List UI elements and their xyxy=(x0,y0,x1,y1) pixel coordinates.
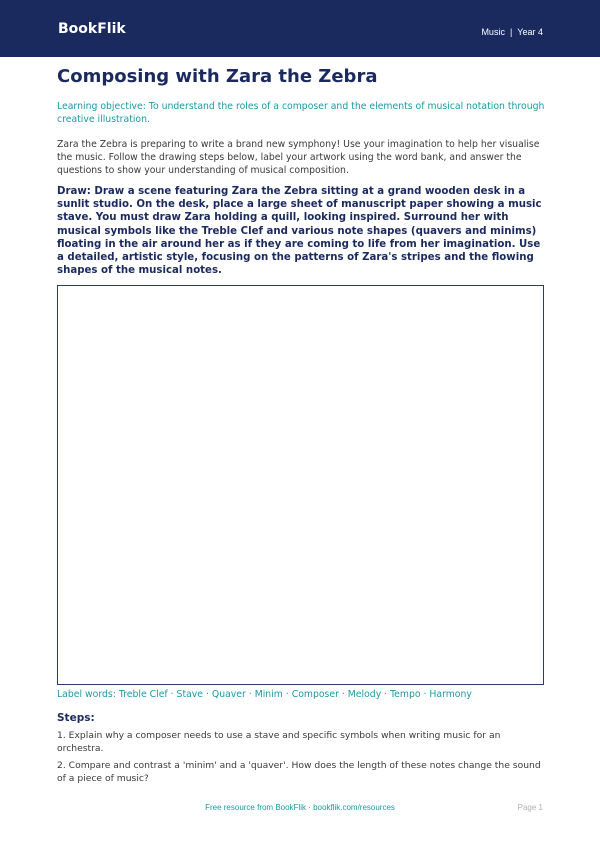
step-item: 2. Compare and contrast a 'minim' and a 'quaver'. How does the length of these notes change the sound of a piece of music? xyxy=(57,760,541,784)
year-label: Year 4 xyxy=(517,27,543,37)
drawing-area[interactable] xyxy=(57,285,544,685)
footer-resource-link: Free resource from BookFlik · bookflik.com/resources xyxy=(205,803,395,812)
page-number: Page 1 xyxy=(517,803,543,812)
subject-label: Music xyxy=(481,27,505,37)
steps-list xyxy=(57,729,547,789)
draw-instruction: Draw: Draw a scene featuring Zara the Zebra sitting at a grand wooden desk in a sunlit studio. On the desk, place a large sheet of manuscript paper showing a music stave. You must draw Zara holding a quill, looking inspired. Surround her with musical symbols like the Treble Clef and various note shapes (quavers and minims) floating in the air around her as if they are coming to life from her imagination. Use a detailed, artistic style, focusing on the patterns of Zara's stripes and the flowing shapes of the musical notes. xyxy=(57,186,542,277)
learning-objective: Learning objective: To understand the roles of a composer and the elements of musical notation through creative illustration. xyxy=(57,101,545,125)
brand-logo: BookFlik xyxy=(58,21,126,37)
steps-heading: Steps: xyxy=(57,712,95,724)
page-header xyxy=(0,0,600,57)
intro-paragraph: Zara the Zebra is preparing to write a brand new symphony! Use your imagination to help her visualise the music. Follow the drawing steps below, label your artwork using the word bank, and answer the questions to show your understanding of musical composition. xyxy=(57,139,540,176)
meta-separator: | xyxy=(509,27,513,37)
step-item: 1. Explain why a composer needs to use a stave and specific symbols when writing music for an orchestra. xyxy=(57,730,501,754)
label-word-bank: Label words: Treble Clef · Stave · Quaver · Minim · Composer · Melody · Tempo · Harmony xyxy=(57,689,472,700)
subject-year-label xyxy=(481,28,543,37)
worksheet-title: Composing with Zara the Zebra xyxy=(57,66,378,87)
